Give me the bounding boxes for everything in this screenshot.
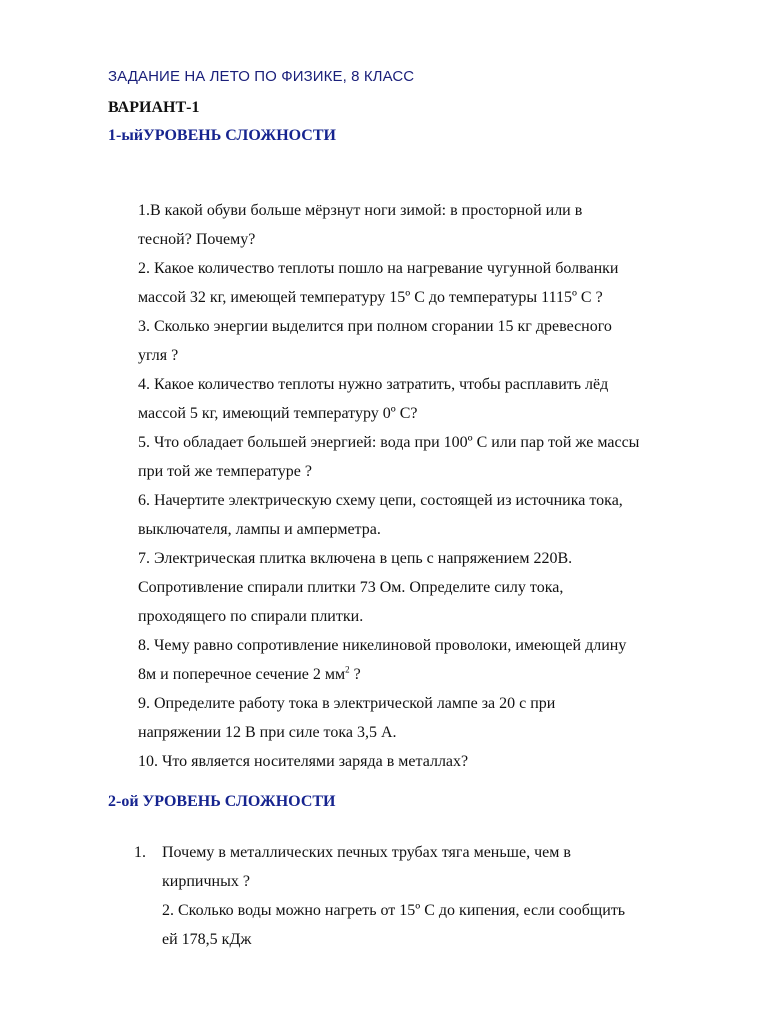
question-line: 4. Какое количество теплоты нужно затратить, чтобы расплавить лёд xyxy=(138,376,609,393)
question-line: 1.В какой обуви больше мёрзнут ноги зимой: в просторной или в xyxy=(138,202,583,219)
question-line xyxy=(138,660,718,689)
question-line: Сопротивление спирали плитки 73 Ом. Определите силу тока, xyxy=(138,579,564,596)
question-9 xyxy=(138,689,718,747)
question-1 xyxy=(138,196,718,254)
question-line: 5. Что обладает большей энергией: вода при 100º С или пар той же массы xyxy=(138,434,640,451)
question-line: 3. Сколько энергии выделится при полном сгорании 15 кг древесного xyxy=(138,318,612,335)
question-text: 8м и поперечное сечение 2 мм xyxy=(138,666,346,683)
question-2 xyxy=(138,254,718,312)
question-line: ей 178,5 кДж xyxy=(162,931,252,948)
question-line: 2. Какое количество теплоты пошло на нагревание чугунной болванки xyxy=(138,260,619,277)
document-title: ЗАДАНИЕ НА ЛЕТО ПО ФИЗИКЕ, 8 КЛАСС xyxy=(108,68,415,85)
question-line: проходящего по спирали плитки. xyxy=(138,608,364,625)
level-2-question-2 xyxy=(134,896,724,954)
level-1-heading: 1-ыйУРОВЕНЬ СЛОЖНОСТИ xyxy=(108,127,336,144)
question-line: 2. Сколько воды можно нагреть от 15º С до кипения, если сообщить xyxy=(162,902,626,919)
question-line: кирпичных ? xyxy=(162,873,250,890)
level-2-question-1 xyxy=(134,838,724,896)
question-line: напряжении 12 В при силе тока 3,5 А. xyxy=(138,724,397,741)
level-1-question-list xyxy=(138,196,718,776)
question-line: 8. Чему равно сопротивление никелиновой проволоки, имеющей длину xyxy=(138,637,627,654)
level-2-heading: 2-ой УРОВЕНЬ СЛОЖНОСТИ xyxy=(108,793,336,810)
question-line: 9. Определите работу тока в электрической лампе за 20 с при xyxy=(138,695,556,712)
question-text: ? xyxy=(349,666,361,683)
question-line: при той же температуре ? xyxy=(138,463,312,480)
question-4 xyxy=(138,370,718,428)
question-7 xyxy=(138,544,718,631)
question-line: массой 32 кг, имеющей температуру 15º С до температуры 1115º С ? xyxy=(138,289,603,306)
question-line: Почему в металлических печных трубах тяга меньше, чем в xyxy=(162,844,571,861)
question-line: угля ? xyxy=(138,347,179,364)
question-6 xyxy=(138,486,718,544)
question-5 xyxy=(138,428,718,486)
question-10 xyxy=(138,747,718,776)
question-line: тесной? Почему? xyxy=(138,231,256,248)
variant-label: ВАРИАНТ-1 xyxy=(108,99,200,116)
question-line: выключателя, лампы и амперметра. xyxy=(138,521,381,538)
question-line: 10. Что является носителями заряда в металлах? xyxy=(138,753,469,770)
superscript: 2 xyxy=(345,664,350,675)
level-2-question-list xyxy=(134,838,724,954)
question-line: 7. Электрическая плитка включена в цепь с напряжением 220В. xyxy=(138,550,573,567)
question-3 xyxy=(138,312,718,370)
question-line: 6. Начертите электрическую схему цепи, состоящей из источника тока, xyxy=(138,492,623,509)
question-line: массой 5 кг, имеющий температуру 0º С? xyxy=(138,405,418,422)
question-8 xyxy=(138,631,718,689)
list-number: 1. xyxy=(134,844,146,861)
